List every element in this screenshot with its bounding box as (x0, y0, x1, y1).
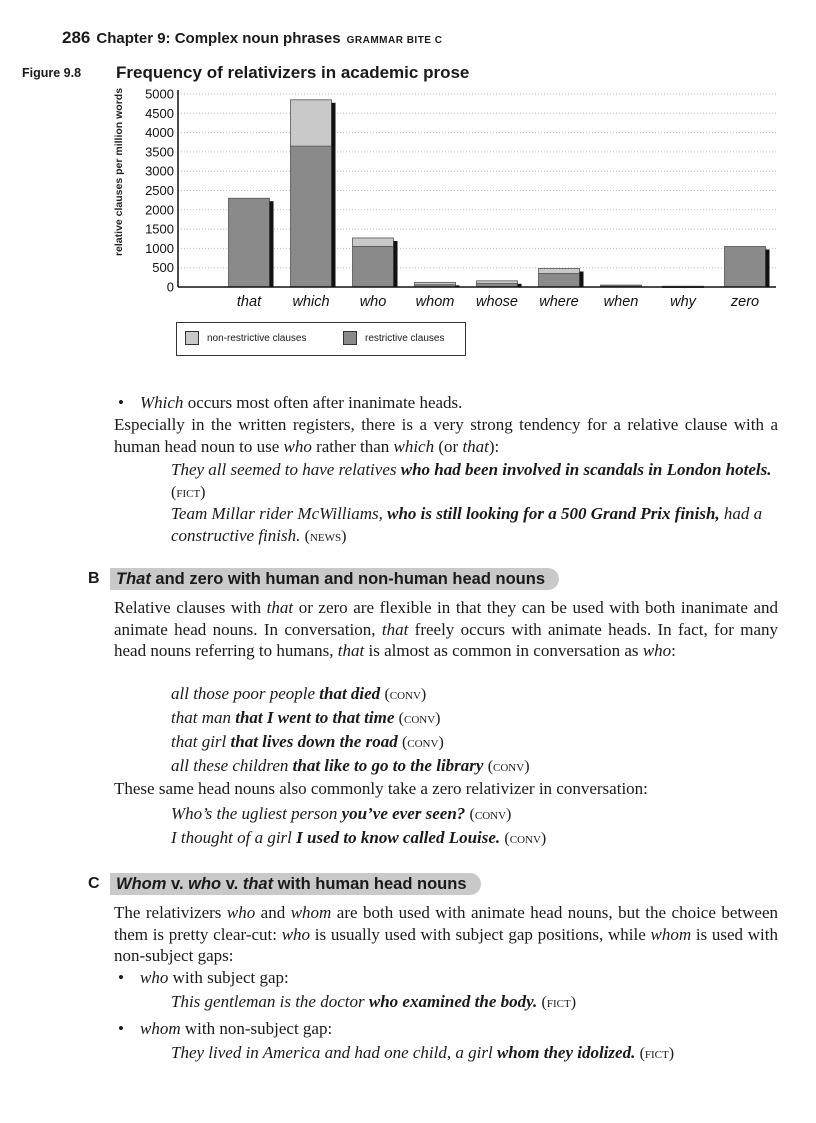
example-1 (171, 459, 776, 503)
bar-non-restrictive-when (601, 285, 642, 286)
ex2-register: (news) (304, 527, 347, 545)
bar-non-restrictive-where (539, 268, 580, 273)
bar-shadow-where (580, 271, 584, 287)
y-tick-label: 3500 (145, 144, 174, 160)
ex4-register: (conv) (398, 710, 441, 727)
ex3-plain: all those poor people (171, 684, 320, 703)
bullet-which-text: occurs most often after inanimate heads. (187, 393, 463, 412)
y-tick-label: 1500 (145, 221, 174, 237)
ex3-bold: that died (319, 684, 381, 703)
ex4-bold: that I went to that time (235, 708, 395, 727)
p1-d: ): (488, 436, 500, 456)
p4-d: is usually used with subject gap positions, while (310, 924, 651, 944)
bullet-whom: • whom with non-subject gap: (118, 1019, 333, 1038)
y-axis-label: relative clauses per million words (113, 87, 125, 257)
ex6-plain: all these children (171, 756, 293, 775)
legend-swatch-non-restrictive (185, 331, 199, 345)
bar-shadow-who (394, 241, 398, 287)
section-b-letter: B (88, 570, 100, 587)
section-c-t6: with human head nouns (273, 875, 467, 893)
y-tick-label: 5000 (145, 86, 174, 102)
bar-restrictive-which (291, 146, 332, 287)
example-7 (171, 803, 776, 826)
bar-non-restrictive-whose (477, 281, 518, 284)
bar-shadow-which (332, 103, 336, 287)
bar-restrictive-that (229, 198, 270, 287)
p4-a: The relativizers (114, 903, 227, 922)
section-c-t1: Whom (116, 875, 167, 893)
ex5-plain: that girl (171, 732, 231, 751)
bar-restrictive-who (353, 246, 394, 287)
p1-which: which (393, 436, 435, 456)
figure-title: Frequency of relativizers in academic prose (116, 63, 470, 82)
ex1-bold: who had been involved in scandals in London hotels. (400, 460, 772, 479)
chapter-title: Chapter 9: Complex noun phrases (96, 30, 341, 47)
bar-non-restrictive-who (353, 238, 394, 246)
legend-item-restrictive (343, 331, 444, 345)
x-tick-label-who: who (359, 294, 387, 310)
section-b-heading (110, 568, 559, 590)
bar-non-restrictive-whom (415, 282, 456, 284)
p2-that2: that (381, 619, 409, 639)
paragraph-zero-relativizer: These same head nouns also commonly take a zero relativizer in conversation: (114, 779, 648, 798)
p4-whom2: whom (650, 924, 692, 944)
p4-b: and (255, 903, 291, 922)
paragraph-that-zero (114, 597, 778, 662)
x-tick-label-whom: whom (415, 294, 455, 310)
p1-that: that (462, 436, 489, 456)
p1-b: rather than (311, 436, 394, 456)
example-4 (171, 707, 776, 730)
p1-who: who (283, 436, 312, 456)
running-head (62, 28, 442, 48)
y-tick-label: 2500 (145, 183, 174, 198)
y-tick-label: 3000 (145, 163, 174, 179)
ex8-bold: I used to know called Louise. (296, 828, 501, 847)
p2-c: freely occurs with animate heads. In fact, for many head nouns referring to humans, (114, 619, 778, 660)
p4-who2: who (281, 924, 311, 944)
x-tick-label-when: when (603, 294, 639, 310)
x-tick-label-why: why (670, 294, 696, 310)
y-tick-label: 1000 (145, 240, 174, 256)
page-number: 286 (62, 28, 91, 47)
example-10 (171, 1042, 776, 1065)
grammar-bite-label: GRAMMAR BITE C (346, 35, 443, 46)
ex10-bold: whom they idolized. (496, 1043, 636, 1062)
figure-label: Figure 9.8 (22, 66, 82, 80)
x-tick-label-zero: zero (730, 294, 760, 310)
p2-that1: that (266, 598, 294, 617)
y-tick-label: 2000 (145, 202, 174, 218)
bar-non-restrictive-which (291, 100, 332, 146)
ex2-plain: Team Millar rider McWilliams, (171, 504, 388, 523)
bar-restrictive-where (539, 273, 580, 287)
ex8-register: (conv) (504, 830, 547, 847)
bar-shadow-that (270, 201, 274, 287)
ex7-plain: Who’s the ugliest person (171, 804, 342, 823)
p1-a: Especially in the written registers, there is a very strong tendency for a relative clause with a human head noun to use (114, 415, 778, 456)
p2-b: or zero are flexible in that they can be used with both inanimate and animate head nouns. In conversation, (114, 598, 778, 639)
p2-who: who (642, 641, 672, 660)
y-tick-label: 500 (152, 260, 174, 276)
paragraph-human-head (114, 414, 778, 457)
ex8-plain: I thought of a girl (171, 828, 297, 847)
bar-restrictive-zero (725, 246, 766, 287)
p4-whom1: whom (290, 903, 332, 922)
bullet-who-text: with subject gap: (168, 968, 289, 987)
example-8 (171, 827, 776, 850)
ex7-register: (conv) (469, 806, 512, 823)
y-tick-label: 4000 (145, 125, 174, 141)
bullet-which-word: Which (140, 393, 184, 412)
ex4-plain: that man (171, 708, 236, 727)
bullet-who: • who with subject gap: (118, 968, 289, 987)
legend-label-restrictive: restrictive clauses (365, 332, 445, 344)
ex3-register: (conv) (384, 686, 427, 703)
bullet-whom-text: with non-subject gap: (180, 1019, 333, 1038)
example-6 (171, 755, 776, 778)
section-c-letter: C (88, 875, 100, 892)
ex1-register: (fict) (171, 483, 206, 501)
ex5-bold: that lives down the road (230, 732, 398, 751)
bar-shadow-zero (766, 249, 770, 287)
x-tick-label-that: that (236, 294, 262, 310)
p2-d: is almost as common in conversation as (364, 641, 643, 660)
y-tick-label: 4500 (145, 105, 174, 121)
ex9-register: (fict) (541, 994, 577, 1011)
bar-chart (60, 84, 780, 320)
bullet-who-word: who (140, 968, 169, 987)
x-tick-label-whose: whose (476, 294, 518, 310)
ex2-plain2: had a constructive finish. (171, 504, 763, 545)
example-3 (171, 683, 776, 706)
ex6-bold: that like to go to the library (292, 756, 484, 775)
section-c-t5: that (242, 875, 274, 893)
example-9 (171, 991, 776, 1014)
section-b-title-italic: That (116, 570, 151, 588)
bullet-whom-word: whom (140, 1019, 181, 1038)
example-5 (171, 731, 776, 754)
ex1-plain: They all seemed to have relatives (171, 460, 401, 479)
legend-label-non-restrictive: non-restrictive clauses (207, 332, 307, 344)
ex7-bold: you’ve ever seen? (341, 804, 466, 823)
section-b-title-rest: and zero with human and non-human head nouns (150, 570, 546, 588)
legend-swatch-restrictive (343, 331, 357, 345)
ex9-plain: This gentleman is the doctor (171, 992, 369, 1011)
paragraph-who-whom (114, 902, 778, 967)
p2-a: Relative clauses with (114, 598, 267, 617)
p2-that3: that (337, 641, 365, 660)
ex2-bold: who is still looking for a 500 Grand Prix finish, (387, 504, 720, 523)
bullet-which: • Which occurs most often after inanimate heads. (118, 393, 463, 412)
p4-c: are both used with animate head nouns, but the choice between them is pretty clear-cut: (114, 903, 778, 944)
p1-c: (or (434, 436, 463, 456)
x-tick-label-where: where (539, 294, 579, 310)
y-tick-label: 0 (166, 279, 174, 295)
legend-item-non-restrictive (185, 331, 306, 345)
section-c-t2: v. (166, 875, 189, 893)
p4-e: is used with non-subject gaps: (114, 924, 778, 965)
ex10-plain: They lived in America and had one child, a girl (171, 1043, 497, 1062)
ex6-register: (conv) (487, 758, 530, 775)
section-c-t3: who (188, 875, 222, 893)
p2-e: : (671, 641, 676, 660)
x-tick-label-which: which (292, 294, 330, 310)
chart-legend (176, 322, 466, 356)
ex9-bold: who examined the body. (368, 992, 538, 1011)
example-2 (171, 503, 776, 547)
p4-who1: who (226, 903, 256, 922)
ex10-register: (fict) (639, 1045, 675, 1062)
section-c-heading (110, 873, 481, 895)
section-c-t4: v. (221, 875, 243, 893)
ex5-register: (conv) (401, 734, 444, 751)
